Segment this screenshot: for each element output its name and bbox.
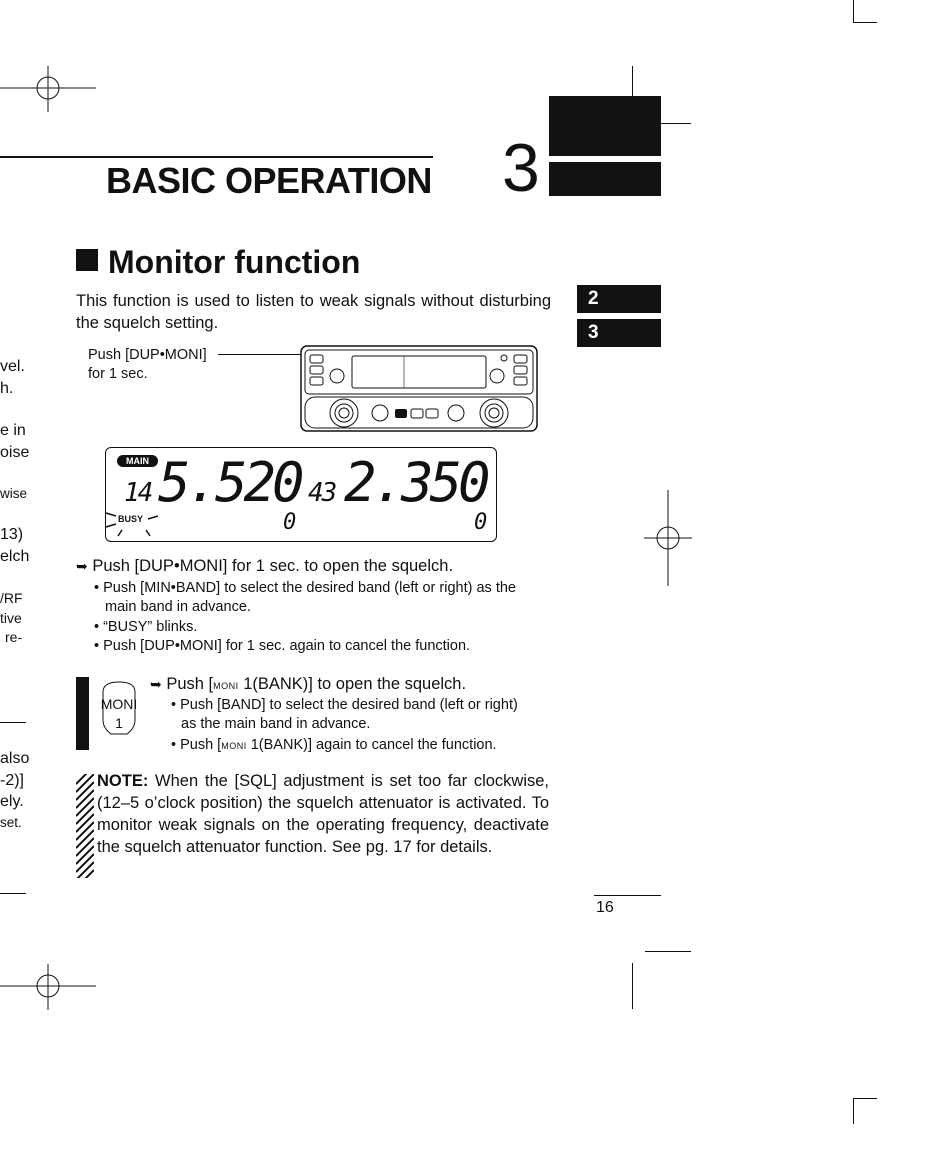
crop-mark xyxy=(853,22,877,23)
header-rule xyxy=(0,156,433,158)
lcd-right-small-digits: 43 xyxy=(308,478,336,508)
edge-fragment: ely. xyxy=(0,793,24,810)
edge-fragment: oise xyxy=(0,444,30,461)
mic-step-key: moni xyxy=(213,677,239,692)
step-bullet: • Push [DUP•MONI] for 1 sec. again to cancel the function. xyxy=(94,638,471,654)
lcd-left-sub-digit: 0 xyxy=(283,510,297,535)
section-tab-3: 3 xyxy=(577,319,661,347)
mic-step-instruction xyxy=(150,675,466,694)
step-instruction xyxy=(76,557,453,576)
edge-fragment: tive xyxy=(0,610,22,626)
note-label: NOTE: xyxy=(97,772,149,790)
busy-indicator: BUSY xyxy=(118,514,144,524)
lcd-left-small-digits: 14 xyxy=(124,478,152,508)
edge-fragment: 13) xyxy=(0,526,24,543)
chapter-block-top xyxy=(549,96,661,156)
section-title xyxy=(76,244,360,281)
crop-mark xyxy=(0,893,26,894)
edge-fragment: re- xyxy=(5,629,23,645)
registration-mark xyxy=(0,964,96,1010)
note-hatch-icon xyxy=(76,774,94,878)
crop-mark xyxy=(645,951,691,952)
edge-fragment: also xyxy=(0,750,30,767)
registration-mark xyxy=(644,490,692,586)
main-indicator: MAIN xyxy=(117,455,158,467)
step-bullet: • Push [MIN•BAND] to select the desired band (left or right) as the xyxy=(94,580,516,596)
page-number-rule xyxy=(594,895,661,896)
arrow-icon: ➥ xyxy=(150,677,162,693)
crop-mark xyxy=(853,0,854,22)
edge-fragment: /RF xyxy=(0,590,23,606)
page-number: 16 xyxy=(596,899,614,916)
figure-caption-line: for 1 sec. xyxy=(88,366,148,382)
crop-mark xyxy=(853,1098,854,1124)
crop-mark xyxy=(853,1098,877,1099)
crop-mark xyxy=(632,963,633,1009)
step-text: Push [DUP•MONI] for 1 sec. to open the squelch. xyxy=(92,557,454,575)
mic-step-text: 1(BANK)] to open the squelch. xyxy=(238,675,467,693)
edge-fragment: set. xyxy=(0,815,22,830)
crop-mark xyxy=(0,722,26,723)
mic-step-text: Push [ xyxy=(166,675,214,693)
edge-fragment: wise xyxy=(0,486,28,501)
bullet-text: • Push [ xyxy=(171,737,222,753)
intro-paragraph: This function is used to listen to weak signals without disturbing the squelch setting. xyxy=(76,292,551,332)
square-bullet-icon xyxy=(76,249,98,271)
step-bullet: • “BUSY” blinks. xyxy=(94,619,198,635)
section-title-text: Monitor function xyxy=(108,244,361,280)
note-text: When the [SQL] adjustment is set too far clockwise, (12–5 o’clock position) the squelch attenuator is activated. To monitor weak signals on the operating frequency, deactivate the squelch attenuator function. See pg. 17 for details. xyxy=(97,772,549,856)
arrow-icon: ➥ xyxy=(76,559,88,575)
figure-caption-line: Push [DUP•MONI] xyxy=(88,347,207,363)
figure-caption xyxy=(88,346,207,384)
mic-key-label: MONI xyxy=(100,696,138,712)
edge-fragment: vel. xyxy=(0,358,25,375)
radio-front-panel xyxy=(300,345,538,432)
chapter-block-bottom xyxy=(549,162,661,196)
bullet-key: moni xyxy=(221,737,247,752)
note-paragraph xyxy=(97,770,549,858)
mic-side-bar xyxy=(76,677,89,750)
step-bullet: main band in advance. xyxy=(105,599,251,615)
edge-fragment: elch xyxy=(0,548,30,565)
mic-step-bullet xyxy=(171,735,497,755)
blink-icon xyxy=(102,507,164,539)
mic-step-bullet: as the main band in advance. xyxy=(181,716,371,732)
lcd-right-sub-digit: 0 xyxy=(474,510,488,535)
mic-key-number: 1 xyxy=(115,715,123,731)
mic-step-bullet: • Push [BAND] to select the desired band (left or right) xyxy=(171,697,518,713)
edge-fragment: e in xyxy=(0,422,26,439)
chapter-number: 3 xyxy=(502,130,540,206)
section-tab-2: 2 xyxy=(577,285,661,313)
lcd-right-frequency: 2.350 xyxy=(344,451,487,514)
registration-mark xyxy=(0,66,96,112)
edge-fragment: -2)] xyxy=(0,772,24,789)
page-title: BASIC OPERATION xyxy=(106,160,432,201)
edge-fragment: h. xyxy=(0,380,14,397)
lcd-left-frequency: 5.520 xyxy=(158,451,301,514)
bullet-text: 1(BANK)] again to cancel the function. xyxy=(246,737,497,753)
